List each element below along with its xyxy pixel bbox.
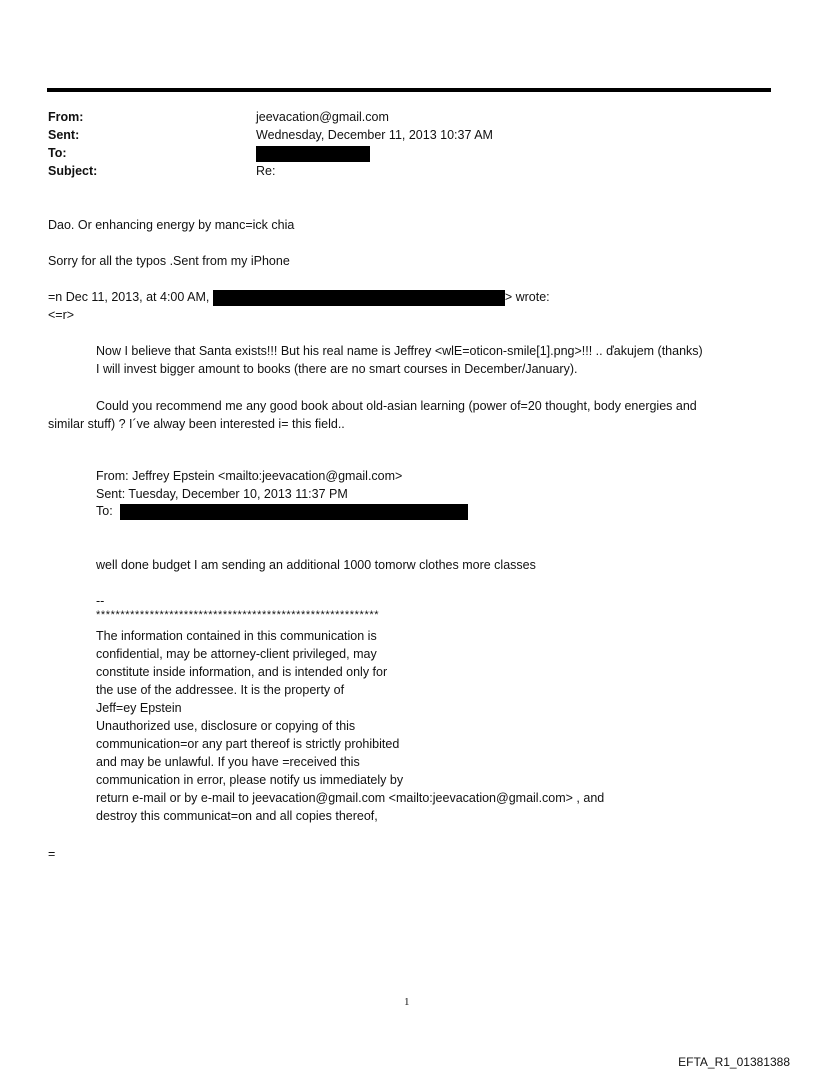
- quote-suffix: > wrote:: [504, 290, 550, 304]
- disclaimer-line: communication in error, please notify us immediately by: [96, 773, 404, 787]
- sig-stars: **********************************************************: [96, 609, 380, 621]
- disclaimer-line: return e-mail or by e-mail to jeevacation@gmail.com <mailto:jeevacation@gmail.com> , and: [96, 791, 605, 805]
- body-line-2: Sorry for all the typos .Sent from my iPhone: [48, 254, 290, 268]
- quote-header: [48, 288, 550, 306]
- redacted-sender: [213, 290, 505, 306]
- disclaimer-line: constitute inside information, and is intended only for: [96, 665, 388, 679]
- document-id: EFTA_R1_01381388: [678, 1055, 790, 1069]
- para2-line1: Could you recommend me any good book about old-asian learning (power of=20 thought, body energies and: [96, 399, 697, 413]
- disclaimer-line: The information contained in this communication is: [96, 629, 377, 643]
- disclaimer-line: Unauthorized use, disclosure or copying of this: [96, 719, 356, 733]
- from-value: jeevacation@gmail.com: [256, 110, 389, 124]
- fwd-to-row: [96, 502, 468, 520]
- trailing-char: =: [48, 847, 56, 861]
- fwd-from: From: Jeffrey Epstein <mailto:jeevacation@gmail.com>: [96, 469, 403, 483]
- subject-value: Re:: [256, 164, 276, 178]
- disclaimer-line: the use of the addressee. It is the property of: [96, 683, 345, 697]
- quote-prefix: =n Dec 11, 2013, at 4:00 AM,: [48, 290, 210, 304]
- fwd-to-label: To:: [96, 504, 113, 518]
- body-line-1: Dao. Or enhancing energy by manc=ick chia: [48, 218, 295, 232]
- subject-label: Subject:: [48, 164, 98, 178]
- fwd-sent: Sent: Tuesday, December 10, 2013 11:37 PM: [96, 487, 348, 501]
- to-value-redacted: [256, 144, 370, 162]
- para1-line1: Now I believe that Santa exists!!! But his real name is Jeffrey <wlE=oticon-smile[1].png>!!! .. ďakujem (thanks): [96, 344, 703, 358]
- page-number: 1: [404, 996, 410, 1008]
- redacted-recipient: [120, 504, 468, 520]
- para2-line2: similar stuff) ? I´ve alway been interested i= this field..: [48, 417, 345, 431]
- disclaimer-line: and may be unlawful. If you have =received this: [96, 755, 360, 769]
- disclaimer-line: destroy this communicat=on and all copies thereof,: [96, 809, 378, 823]
- quote-marker: <=r>: [48, 308, 75, 322]
- to-label: To:: [48, 146, 67, 160]
- disclaimer-line: Jeff=ey Epstein: [96, 701, 182, 715]
- header-rule: [47, 88, 771, 92]
- sent-label: Sent:: [48, 128, 80, 142]
- disclaimer-line: communication=or any part thereof is strictly prohibited: [96, 737, 400, 751]
- sent-value: Wednesday, December 11, 2013 10:37 AM: [256, 128, 493, 142]
- fwd-body: well done budget I am sending an additional 1000 tomorw clothes more classes: [96, 558, 536, 572]
- para1-line2: I will invest bigger amount to books (there are no smart courses in December/January).: [96, 362, 578, 376]
- from-label: From:: [48, 110, 84, 124]
- sig-dash: --: [96, 594, 105, 608]
- disclaimer-line: confidential, may be attorney-client privileged, may: [96, 647, 377, 661]
